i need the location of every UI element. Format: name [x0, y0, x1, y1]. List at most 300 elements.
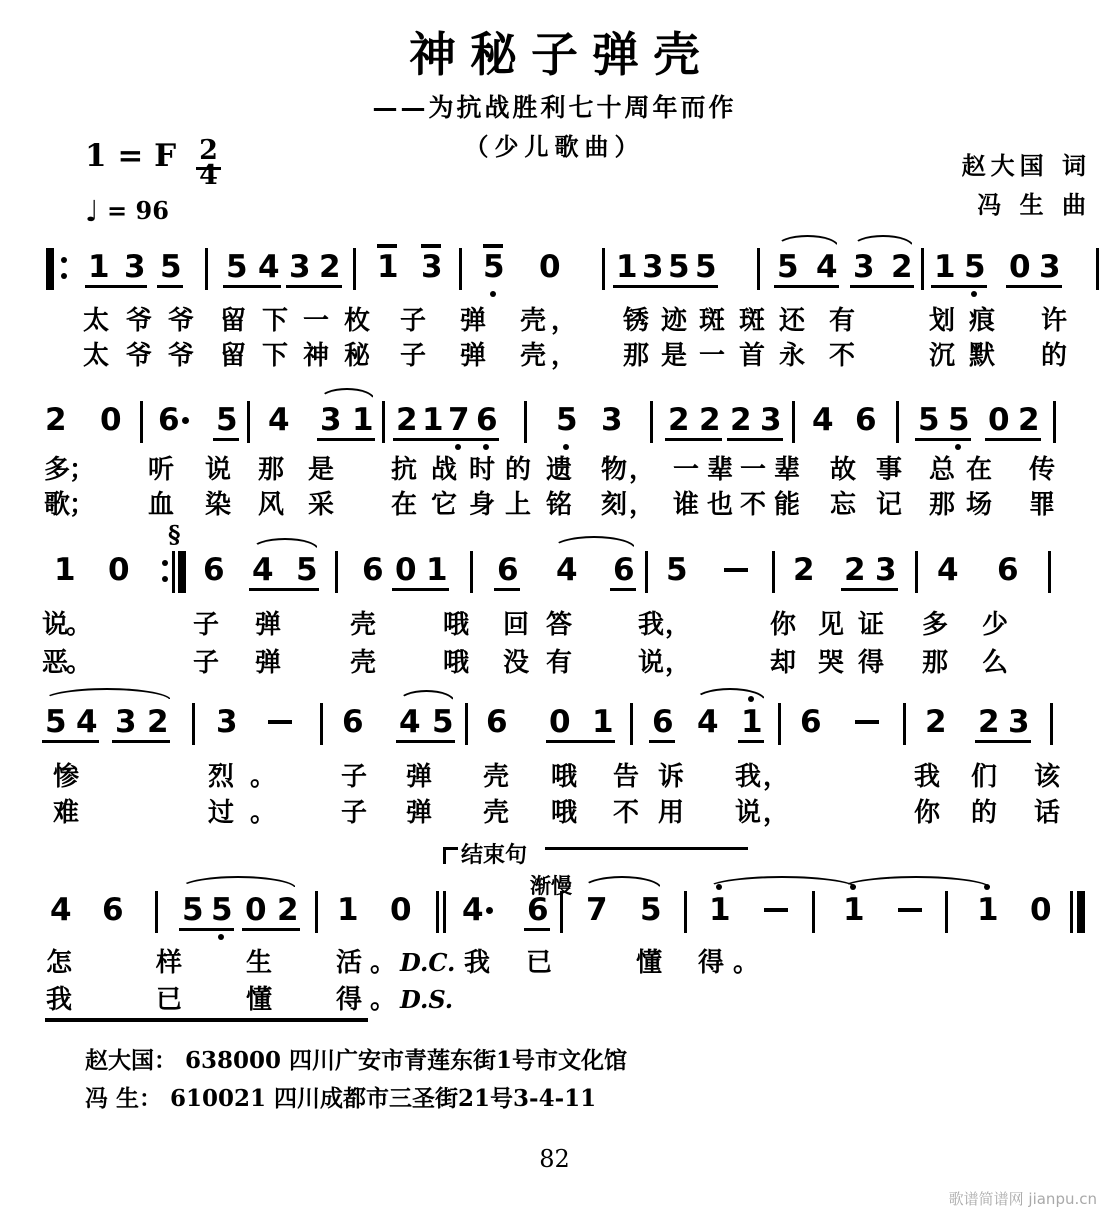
note-group [389, 893, 411, 933]
lyric-char: 我 [638, 610, 665, 640]
note: 0 [245, 892, 267, 928]
lyric-char: 你 [914, 798, 941, 828]
note: 4 [50, 892, 72, 928]
note-group [996, 553, 1018, 593]
eighth-beam [931, 285, 987, 288]
note: 5 [182, 892, 204, 928]
note-group [461, 893, 483, 933]
note: 6 [800, 704, 822, 740]
note: 3 [601, 402, 623, 438]
note: 4 [268, 402, 290, 438]
note: 5 [211, 893, 233, 927]
note-group [225, 250, 279, 290]
note-group [740, 705, 762, 745]
lyric-char: 得 [858, 648, 885, 678]
eighth-beam [396, 740, 455, 743]
lyric-char: 是 [308, 455, 335, 485]
lyricist-address: 赵大国： 638000 四川广安市青莲东街1号市文化馆 [85, 1047, 628, 1074]
note-group [667, 250, 716, 290]
quarter-note-icon: ♩ [85, 194, 99, 228]
note: 0 [988, 402, 1010, 438]
eighth-beam [774, 285, 839, 288]
barline [630, 703, 633, 745]
lyric-char: 事 [876, 455, 903, 485]
final-barline [1077, 891, 1085, 933]
low-octave-dot [455, 444, 461, 450]
note: 2 [1018, 402, 1040, 438]
lyric-char: 得 [336, 985, 363, 1015]
note: 6 [362, 552, 384, 588]
note: 6 [855, 402, 877, 438]
low-octave-dot [955, 444, 961, 450]
lyric-char: 壳 [350, 648, 377, 678]
note-group [977, 705, 1029, 745]
note: 2 [319, 249, 341, 285]
note: 5 [216, 402, 238, 438]
barline [772, 551, 775, 593]
lyric-char: 。 [733, 948, 760, 978]
lyric-char: 歌 [44, 490, 71, 520]
lyric-char: 已 [526, 948, 553, 978]
barline [757, 248, 760, 290]
barline [684, 891, 687, 933]
note-group [398, 705, 453, 745]
lyric-char: 子 [193, 648, 220, 678]
barline [645, 551, 648, 593]
note-group [811, 403, 833, 443]
note-group [924, 705, 946, 745]
lyric-char: 迹 [661, 306, 688, 336]
lyric-char: ， [665, 648, 692, 678]
note: 3 [115, 704, 137, 740]
lyric-char: 我 [464, 948, 491, 978]
lyric-char: 说 [42, 610, 69, 640]
barline [812, 891, 815, 933]
lyric-char: 风 [258, 490, 285, 520]
note: 1 [422, 402, 444, 438]
augmentation-dot [486, 907, 493, 914]
note: 4 [76, 704, 98, 740]
lyric-char: 故 [830, 455, 857, 485]
lyric-char: 那 [623, 341, 650, 371]
note: 6 [486, 704, 508, 740]
lyric-char: 身 [469, 490, 496, 520]
note: 0 [539, 249, 561, 285]
note-group [917, 403, 969, 443]
note: 5 [296, 552, 318, 588]
lyric-char: 一 [673, 455, 700, 485]
note: 4 [258, 249, 280, 285]
time-signature-denominator: 4 [199, 160, 218, 191]
song-genre: （少儿歌曲） [464, 132, 645, 161]
note-group [267, 403, 289, 443]
note-group [696, 705, 718, 745]
note-group [799, 705, 821, 745]
lyric-char: 留 [220, 306, 247, 336]
note-group [555, 403, 577, 443]
note: 4 [462, 893, 484, 927]
note-group [447, 403, 497, 443]
tie-slur [42, 688, 172, 701]
note-group [376, 250, 398, 290]
eighth-beam [157, 285, 183, 288]
eighth-beam [841, 588, 898, 591]
lyric-char: 该 [1034, 762, 1061, 792]
slur [776, 235, 839, 247]
barline [382, 401, 385, 443]
note: 2 [891, 249, 913, 285]
lyric-char: 不 [613, 798, 640, 828]
lyric-char: 上 [505, 490, 532, 520]
lyric-char: 诉 [658, 762, 685, 792]
note: 0 [549, 704, 571, 740]
duration-dash [268, 720, 292, 724]
final-barline [1070, 891, 1073, 933]
augmentation-dot [182, 417, 189, 424]
note: 5 [556, 403, 578, 437]
lyric-char: 时 [469, 455, 496, 485]
lyric-char: 们 [971, 762, 998, 792]
note-group [792, 553, 814, 593]
barline [320, 703, 323, 745]
note-group [936, 553, 958, 593]
lyric-char: 还 [779, 306, 806, 336]
lyric-char: 弹 [460, 341, 487, 371]
lyric-char: 在 [391, 490, 418, 520]
lyric-char: 说 [735, 798, 762, 828]
eighth-beam [85, 285, 147, 288]
note: 7 [448, 403, 470, 437]
note: 5 [918, 402, 940, 438]
double-barline [443, 891, 446, 933]
lyric-char: 懂 [636, 948, 663, 978]
note: 2 [844, 552, 866, 588]
bracket-corner [443, 847, 458, 864]
tie-slur [840, 876, 992, 889]
note-group [244, 893, 298, 933]
barline [602, 248, 605, 290]
note-group [1008, 250, 1060, 290]
eighth-beam [665, 438, 722, 441]
eighth-beam [613, 285, 665, 288]
note: 3 [853, 249, 875, 285]
lyric-char: 听 [148, 455, 175, 485]
note-group [538, 250, 560, 290]
lyric-char: 首 [739, 341, 766, 371]
lyric-char: ， [629, 455, 656, 485]
double-barline [436, 891, 439, 933]
note: 1 [616, 249, 638, 285]
lyric-char: D.C. [400, 948, 456, 977]
note-group [251, 553, 317, 593]
note: 0 [390, 892, 412, 928]
lyric-char: 枚 [344, 306, 371, 336]
note: 0 [108, 552, 130, 588]
lyric-char: 已 [156, 985, 183, 1015]
note-group [114, 705, 168, 745]
lyric-char: 遗 [546, 455, 573, 485]
lyric-char: 爷 [126, 306, 153, 336]
lyric-char: 弹 [255, 648, 282, 678]
note-group [667, 403, 720, 443]
lyric-char: 默 [969, 341, 996, 371]
lyric-char: 辈 [774, 455, 801, 485]
lyric-char: 生 [246, 948, 273, 978]
note: 4 [252, 552, 274, 588]
ending-phrase-bracket [443, 842, 748, 868]
note: 1 [977, 893, 999, 927]
lyric-char: 我 [735, 762, 762, 792]
note: 2 [978, 704, 1000, 740]
note-group [615, 250, 663, 290]
note: 3 [1008, 704, 1030, 740]
lyric-char: 哦 [551, 762, 578, 792]
repeat-begin-bar [46, 248, 54, 290]
low-octave-dot [218, 934, 224, 940]
lyric-char: ， [763, 798, 790, 828]
lyric-char: 答 [546, 610, 573, 640]
note: 2 [699, 402, 721, 438]
segno-icon: § [168, 520, 181, 549]
eighth-beam [112, 740, 170, 743]
lyric-char: 弹 [406, 762, 433, 792]
overline-mark [483, 244, 503, 248]
note: 4 [816, 249, 838, 285]
lyric-char: ， [665, 610, 692, 640]
note-group [215, 705, 237, 745]
overline-mark [421, 244, 441, 248]
note: 5 [695, 249, 717, 285]
lyric-char: 爷 [126, 341, 153, 371]
note-group [776, 250, 837, 290]
note-group [53, 553, 75, 593]
lyric-char: 的 [505, 455, 532, 485]
note-group [843, 553, 896, 593]
repeat-begin-dot [61, 257, 67, 263]
lyric-char: 说 [638, 648, 665, 678]
lyric-char: 烈 [208, 762, 235, 792]
eighth-beam [317, 438, 375, 441]
lyric-char: 下 [262, 341, 289, 371]
lyric-char: 太 [83, 341, 110, 371]
barline [915, 551, 918, 593]
lyric-char: 那 [922, 648, 949, 678]
eighth-beam [393, 438, 445, 441]
lyric-char: 哦 [551, 798, 578, 828]
barline [205, 248, 208, 290]
note: 5 [45, 704, 67, 740]
note: 6 [497, 552, 519, 588]
note-group [49, 893, 71, 933]
eighth-beam [524, 928, 550, 931]
barline [465, 703, 468, 745]
eighth-beam [223, 285, 281, 288]
note: 2 [730, 402, 752, 438]
note-group [708, 893, 730, 933]
lyric-char: 也 [707, 490, 734, 520]
lyric-char: 不 [829, 341, 856, 371]
note: 2 [668, 402, 690, 438]
credits [962, 146, 1091, 224]
lyric-char: 有 [829, 306, 856, 336]
slur [398, 690, 455, 702]
duration-dash [724, 568, 748, 572]
site-watermark: 歌谱简谱网 jianpu.cn [948, 1190, 1097, 1208]
lyric-char: 样 [156, 948, 183, 978]
lyric-char: 下 [262, 306, 289, 336]
lyric-char: 子 [400, 306, 427, 336]
note: 6 [652, 704, 674, 740]
note: 2 [396, 402, 418, 438]
note: 3 [216, 704, 238, 740]
note: 1 [54, 552, 76, 588]
lyric-char: 总 [929, 455, 956, 485]
lyric-char: 少 [982, 610, 1009, 640]
lyric-char: 子 [341, 798, 368, 828]
note: 6 [102, 892, 124, 928]
barline [140, 401, 143, 443]
barline [1053, 401, 1056, 443]
lyric-char: 不 [740, 490, 767, 520]
note: 6 [203, 552, 225, 588]
note: 5 [668, 249, 690, 285]
low-octave-dot [563, 444, 569, 450]
note-group [651, 705, 673, 745]
barline [1048, 551, 1051, 593]
eighth-beam [213, 438, 239, 441]
lyric-char: 壳 [483, 762, 510, 792]
music-system [0, 403, 1109, 538]
lyric-char: 我 [46, 985, 73, 1015]
note: 1 [843, 893, 865, 927]
lyric-char: 壳 [520, 341, 547, 371]
note-group [361, 553, 383, 593]
barline [353, 248, 356, 290]
eighth-beam [915, 438, 971, 441]
eighth-beam [179, 928, 234, 931]
note-group [976, 893, 998, 933]
lyric-char: 太 [83, 306, 110, 336]
low-octave-dot [490, 291, 496, 297]
lyric-char: 辈 [707, 455, 734, 485]
lyric-char: 怎 [46, 948, 73, 978]
note: 5 [432, 704, 454, 740]
note: 7 [586, 892, 608, 928]
lyric-char: 没 [503, 648, 530, 678]
barline [1096, 248, 1099, 290]
lyric-char: 忘 [830, 490, 857, 520]
eighth-beam [546, 740, 615, 743]
note: 3 [289, 249, 311, 285]
note-group [854, 403, 876, 443]
note-group [44, 403, 66, 443]
duration-dash [855, 720, 879, 724]
barline [896, 401, 899, 443]
lyric-char: 罪 [1029, 490, 1056, 520]
lyric-char: 神 [303, 341, 330, 371]
lyric-char: ， [551, 341, 578, 371]
lyric-char: 那 [929, 490, 956, 520]
lyric-char: 许 [1041, 306, 1068, 336]
note-group [665, 553, 687, 593]
barline [315, 891, 318, 933]
note: 5 [777, 249, 799, 285]
tie-slur [179, 876, 297, 889]
barline [903, 703, 906, 745]
eighth-beam [610, 588, 636, 591]
note: 0 [1009, 249, 1031, 285]
lyric-char: ， [551, 306, 578, 336]
lyric-char: 场 [966, 490, 993, 520]
note: 3 [875, 552, 897, 588]
music-system [0, 893, 1109, 1028]
lyric-char: 得 [698, 948, 725, 978]
note: 4 [556, 552, 578, 588]
lyric-char: 的 [971, 798, 998, 828]
lyric-char: 哦 [443, 648, 470, 678]
repeat-begin-dot [61, 273, 67, 279]
lyric-char: 。 [66, 648, 93, 678]
lyric-char: 斑 [739, 306, 766, 336]
lyric-char: ； [69, 455, 96, 485]
note: 2 [147, 704, 169, 740]
tempo-marking [85, 194, 169, 228]
tempo-value: = 96 [107, 196, 169, 225]
note-group [215, 403, 237, 443]
note: 3 [642, 249, 664, 285]
lyric-char: 却 [770, 648, 797, 678]
lyric-char: 证 [858, 610, 885, 640]
song-subtitle: ——为抗战胜利七十周年而作 [372, 93, 737, 122]
note-group [842, 893, 864, 933]
note: 3 [320, 402, 342, 438]
lyric-char: 一 [699, 341, 726, 371]
note: 6 [527, 892, 549, 928]
note: 6 [158, 403, 180, 437]
lyric-char: 留 [220, 341, 247, 371]
slur [852, 235, 914, 247]
lyric-char: ， [629, 490, 656, 520]
lyric-char: 弹 [460, 306, 487, 336]
note: 2 [45, 402, 67, 438]
lyric-char: 难 [53, 798, 80, 828]
page-number: 82 [539, 1145, 570, 1173]
note-group [852, 250, 912, 290]
note-group [87, 250, 145, 290]
lyric-char: D.S. [400, 985, 454, 1014]
eighth-beam [665, 285, 718, 288]
lyric-char: 血 [148, 490, 175, 520]
overline-mark [377, 244, 397, 248]
lyric-char: 物 [601, 455, 628, 485]
note: 5 [640, 892, 662, 928]
note: 2 [925, 704, 947, 740]
lyric-char: 见 [818, 610, 845, 640]
lyric-char: 过 [208, 798, 235, 828]
lyric-char: 话 [1034, 798, 1061, 828]
note-group [987, 403, 1039, 443]
music-system [0, 520, 1109, 688]
lyric-char: 弹 [255, 610, 282, 640]
note: 1 [352, 402, 374, 438]
eighth-beam [649, 740, 675, 743]
lyric-char: 在 [966, 455, 993, 485]
tie-slur [706, 876, 858, 889]
note: 4 [812, 402, 834, 438]
duration-dash [898, 908, 922, 912]
note-group [157, 403, 179, 443]
note: 2 [793, 552, 815, 588]
